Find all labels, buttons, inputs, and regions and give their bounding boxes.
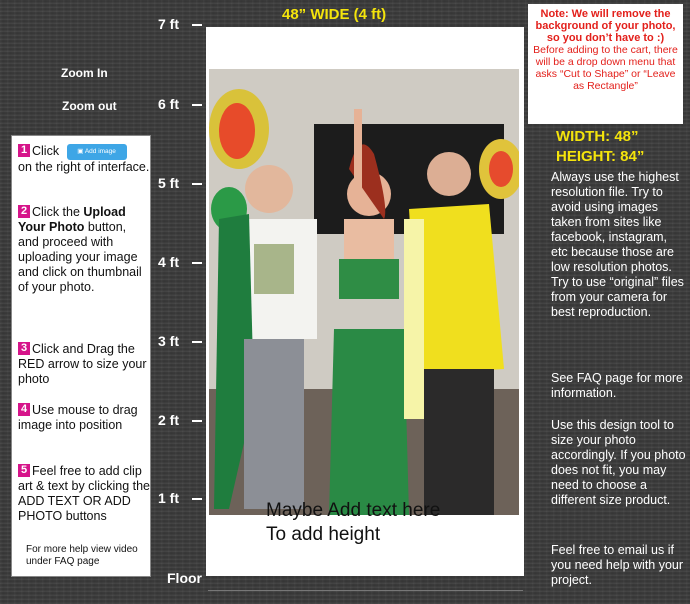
step-5-text: Feel free to add clip art & text by clicking the ADD TEXT OR ADD PHOTO buttons <box>18 464 151 523</box>
ruler-tick <box>192 104 202 106</box>
step-3-text: Click and Drag the RED arrow to size your photo <box>18 342 147 386</box>
step-5 <box>18 464 150 524</box>
width-dimension: WIDTH: 48” <box>556 128 639 145</box>
email-tip: Feel free to email us if you need help with your project. <box>551 543 684 587</box>
step-2-text-b: button, and proceed with uploading your image and click on thumbnail of your photo. <box>18 220 142 294</box>
step-number: 1 <box>18 144 30 157</box>
ruler-tick <box>192 24 202 26</box>
ruler-label-7ft: 7 ft <box>158 16 179 32</box>
step-2-text: Click the <box>32 205 84 219</box>
ruler-label-3ft: 3 ft <box>158 333 179 349</box>
canvas-text-line2: To add height <box>266 524 381 545</box>
ruler-label-1ft: 1 ft <box>158 490 179 506</box>
note-line2: Before adding to the cart, there will be a drop down menu that asks “Cut to Shape” or “Leave as Rectangle” <box>533 44 678 92</box>
canvas-text-box[interactable] <box>266 499 440 547</box>
ruler-tick <box>192 262 202 264</box>
step-3 <box>18 342 150 387</box>
step-4 <box>18 403 150 433</box>
ruler-label-5ft: 5 ft <box>158 175 179 191</box>
step-number: 3 <box>18 342 30 355</box>
step-2 <box>18 205 150 295</box>
sizing-tip: Use this design tool to size your photo accordingly. If you photo does not fit, you may need to choose a different size product. <box>551 418 686 507</box>
ruler-label-6ft: 6 ft <box>158 96 179 112</box>
add-image-button-label: Add image <box>84 148 116 155</box>
step-2-bold: Upload Your Photo <box>18 205 126 234</box>
uploaded-photo[interactable] <box>209 69 519 515</box>
help-text: For more help view video under FAQ page <box>26 544 138 567</box>
step-1-text-b: on the right of interface. <box>18 160 150 174</box>
resolution-tip: Always use the highest resolution file. Try to avoid using images taken from sites like facebook, instagram, etc because those are low resolution photos. Try to use “original” files from your camera for best reproduction. <box>551 170 684 319</box>
ruler-label-2ft: 2 ft <box>158 412 179 428</box>
height-dimension: HEIGHT: 84” <box>556 148 645 165</box>
ruler-tick <box>192 183 202 185</box>
design-canvas[interactable] <box>206 27 524 576</box>
canvas-text-line1: Maybe Add text here <box>266 500 441 521</box>
faq-tip: See FAQ page for more information. <box>551 371 684 400</box>
step-number: 4 <box>18 403 30 416</box>
ruler-tick <box>192 341 202 343</box>
step-number: 2 <box>18 205 30 218</box>
add-image-button[interactable]: ▣ Add image <box>67 144 127 160</box>
step-1 <box>18 144 150 175</box>
ruler-tick <box>192 420 202 422</box>
background-removal-note <box>528 4 683 124</box>
step-1-text: Click <box>32 144 60 158</box>
ruler-label-4ft: 4 ft <box>158 254 179 270</box>
instructions-panel <box>11 135 151 577</box>
step-number: 5 <box>18 464 30 477</box>
floor-line <box>208 590 523 591</box>
width-label: 48” WIDE (4 ft) <box>282 6 387 23</box>
note-line1: Note: We will remove the background of your photo, so you don’t have to :) <box>535 8 676 44</box>
ruler-label-floor: Floor <box>167 570 202 586</box>
zoom-out-button[interactable]: Zoom out <box>62 99 117 113</box>
step-4-text: Use mouse to drag image into position <box>18 403 138 432</box>
photo-illustration <box>209 69 519 515</box>
zoom-in-button[interactable]: Zoom In <box>61 66 108 80</box>
ruler-tick <box>192 498 202 500</box>
